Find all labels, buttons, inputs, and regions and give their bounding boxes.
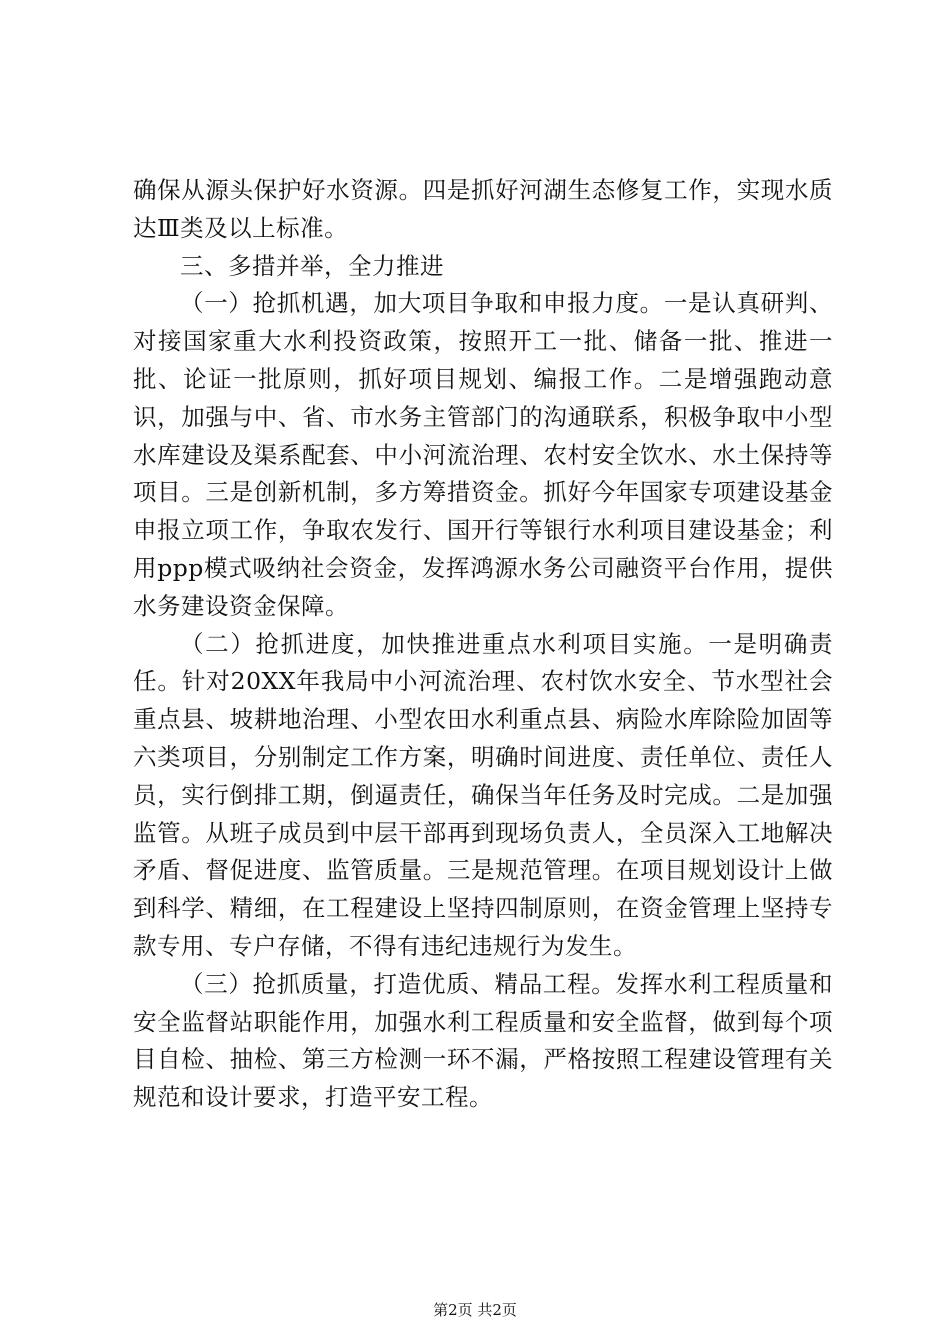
section-heading: 三、多措并举，全力推进 <box>180 251 444 280</box>
paragraph-continuation: 确保从源头保护好水资源。四是抓好河湖生态修复工作，实现水质达Ⅲ类及以上标准。 <box>133 176 833 242</box>
paragraph-item-1: （一）抢抓机遇，加大项目争取和申报力度。一是认真研判、对接国家重大水利投资政策，按照开工一批、储备一批、推进一批、论证一批原则，抓好项目规划、编报工作。二是增强跑动意识，加强与中、省、市水务主管部门的沟通联系，积极争取中小型水库建设及渠系配套、中小河流治理、农村安全饮水、水土保持等项目。三是创新机制，多方筹措资金。抓好今年国家专项建设基金申报立项工作，争取农发行、国开行等银行水利项目建设基金；利用ppp模式吸纳社会资金，发挥鸿源水务公司融资平台作用，提供水务建设资金保障。 <box>133 289 833 620</box>
page-number-footer: 第2页 共2页 <box>433 1301 517 1319</box>
document-body <box>133 172 833 1117</box>
paragraph-item-3: （三）抢抓质量，打造优质、精品工程。发挥水利工程质量和安全监督站职能作用，加强水利工程质量和安全监督，做到每个项目自检、抽检、第三方检测一环不漏，严格按照工程建设管理有关规范和设计要求，打造平安工程。 <box>133 969 833 1112</box>
paragraph-item-2: （二）抢抓进度，加快推进重点水利项目实施。一是明确责任。针对20XX年我局中小河流治理、农村饮水安全、节水型社会重点县、坡耕地治理、小型农田水利重点县、病险水库除险加固等六类项目，分别制定工作方案，明确时间进度、责任单位、责任人员，实行倒排工期，倒逼责任，确保当年任务及时完成。二是加强监管。从班子成员到中层干部再到现场负责人，全员深入工地解决矛盾、督促进度、监管质量。三是规范管理。在项目规划设计上做到科学、精细，在工程建设上坚持四制原则，在资金管理上坚持专款专用、专户存储，不得有违纪违规行为发生。 <box>133 629 833 960</box>
